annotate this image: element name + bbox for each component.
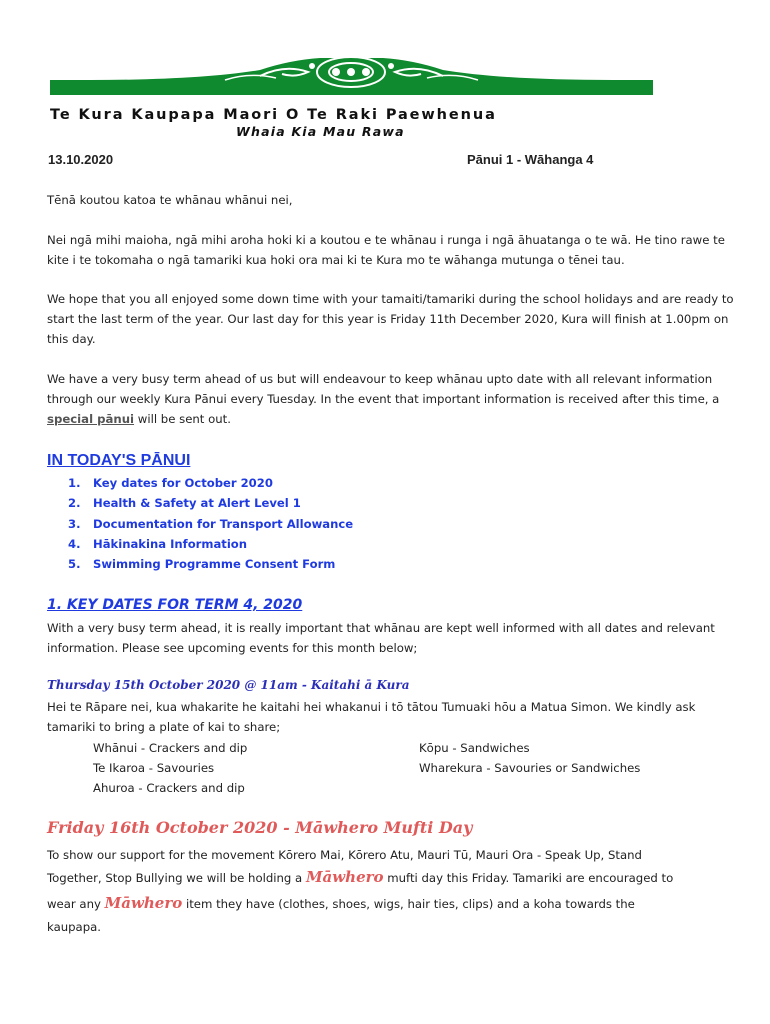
- toc-item[interactable]: 1. Key dates for October 2020: [68, 476, 273, 490]
- p3-text-before: We have a very busy term ahead of us but will endeavour to keep whānau upto date with all relevant information through our weekly Kura Pānui every Tuesday. In the event that important information is received after this time, a: [47, 372, 720, 406]
- food-item: Ahuroa - Crackers and dip: [93, 781, 245, 795]
- friday-text-line: Together, Stop Bullying we will be holding a Māwhero mufti day this Friday. Tamariki are encouraged to: [47, 868, 674, 886]
- koru-banner-icon: [50, 52, 653, 108]
- key-dates-intro: With a very busy term ahead, it is really important that whānau are kept well informed with all dates and relevant information. Please see upcoming events for this month below;: [47, 621, 715, 655]
- intro-paragraph-maori: Nei ngā mihi maioha, ngā mihi aroha hoki ki a koutou e te whānau i runga i ngā āhuatanga o te wā. He tino rawe te kite i te tokomaha o ngā tamariki kua hoki ora mai ki te Kura mo te wāhanga mutunga o tēnei tau.: [47, 233, 725, 267]
- food-item: Te Ikaroa - Savouries: [93, 761, 215, 775]
- toc-item[interactable]: 2. Health & Safety at Alert Level 1: [68, 496, 301, 511]
- friday-event-heading: Friday 16th October 2020 - Māwhero Mufti Day: [47, 818, 473, 837]
- school-motto: Whaia Kia Mau Rawa: [236, 124, 405, 139]
- p3-text-after: will be sent out.: [134, 412, 231, 426]
- friday-text-line: To show our support for the movement Kōrero Mai, Kōrero Atu, Mauri Tū, Mauri Ora - Speak Up, Stand: [47, 848, 642, 862]
- thursday-event-text: Hei te Rāpare nei, kua whakarite he kaitahi hei whakanui i tō tātou Tumuaki hōu a Matua Simon. We kindly ask tamariki to bring a plate of kai to share;: [47, 700, 696, 734]
- key-dates-heading: 1. KEY DATES FOR TERM 4, 2020: [47, 597, 303, 613]
- intro-paragraph-holidays: We hope that you all enjoyed some down time with your tamaiti/tamariki during the school holidays and are ready to start the last term of the year. Our last day for this year is Friday 11th December 2020, Kura will finish at 1.00pm on this day.: [47, 292, 734, 346]
- intro-paragraph-updates: [47, 369, 737, 429]
- mawhero-highlight: Māwhero: [104, 894, 183, 912]
- toc-item[interactable]: 3. Documentation for Transport Allowance: [68, 516, 354, 531]
- thursday-event-heading: Thursday 15th October 2020 @ 11am - Kaitahi ā Kura: [47, 678, 410, 692]
- food-item: Kōpu - Sandwiches: [419, 741, 530, 755]
- school-name: Te Kura Kaupapa Maori O Te Raki Paewhenua: [50, 107, 497, 123]
- friday-text-line: wear any Māwhero item they have (clothes, shoes, wigs, hair ties, clips) and a koha towards the: [47, 894, 635, 912]
- todays-panui-heading: IN TODAY'S PĀNUI: [47, 452, 191, 469]
- mawhero-highlight: Māwhero: [305, 868, 384, 886]
- panui-number: Pānui 1 - Wāhanga 4: [467, 152, 594, 167]
- todays-panui-list: [68, 473, 353, 574]
- food-item: Whānui - Crackers and dip: [93, 741, 248, 755]
- special-panui-link[interactable]: special pānui: [47, 412, 135, 426]
- toc-item[interactable]: 4. Hākinakina Information: [68, 536, 248, 551]
- toc-item[interactable]: 5. Swimming Programme Consent Form: [68, 557, 336, 572]
- newsletter-date: 13.10.2020: [48, 152, 114, 167]
- food-item: Wharekura - Savouries or Sandwiches: [419, 761, 641, 775]
- friday-text-line: kaupapa.: [47, 920, 102, 934]
- greeting: Tēnā koutou katoa te whānau whānui nei,: [47, 193, 293, 207]
